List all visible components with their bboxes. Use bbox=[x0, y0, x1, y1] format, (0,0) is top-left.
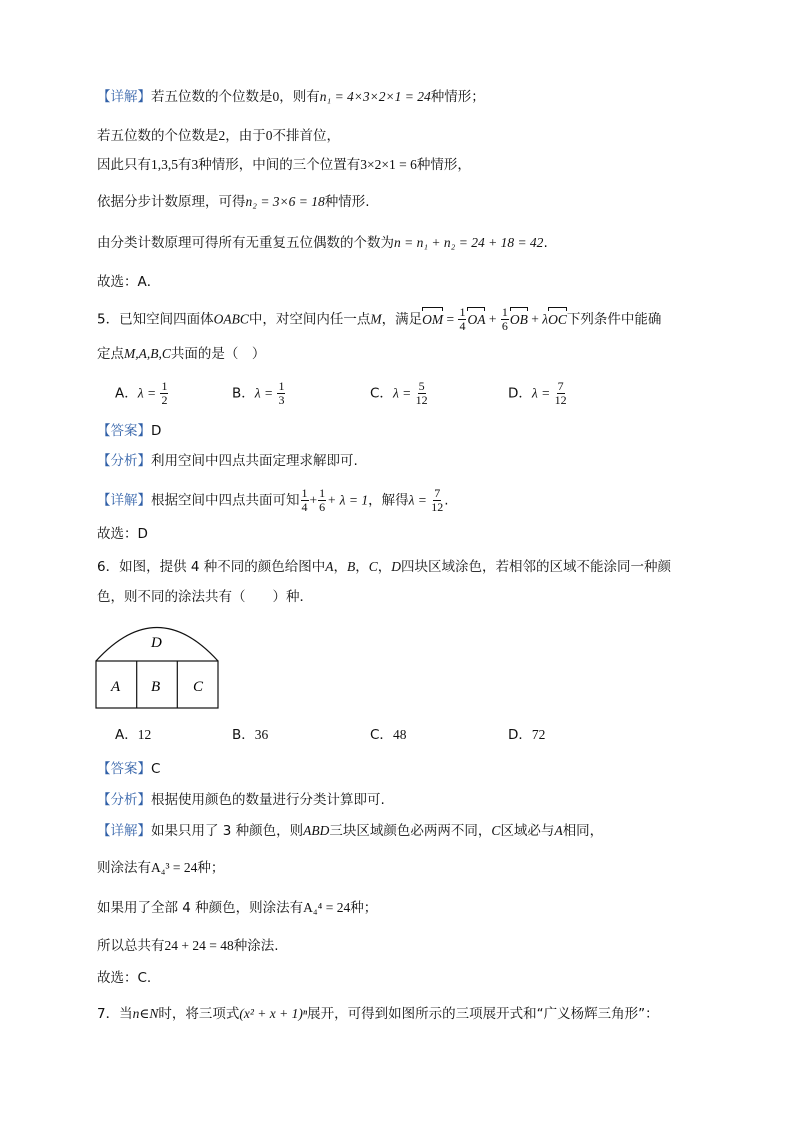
fraction: $\frac{7}{12}$ bbox=[431, 486, 444, 514]
q5-detail: 【详解】根据空间中四点共面可知 $\frac{1}{4}$ + $\frac{1}{6}$ + λ = 1，解得λ = $\frac{7}{12}$ . bbox=[97, 486, 449, 514]
fraction: $\frac{1}{6}$ bbox=[319, 486, 326, 514]
fraction: $\frac{1}{6}$ bbox=[501, 305, 508, 333]
fraction: $\frac{1}{4}$ bbox=[459, 305, 466, 333]
q6-detail-line-4: 所以总共有24 + 24 = 48种涂法. bbox=[97, 938, 279, 954]
q6-option-d: D．72 bbox=[508, 727, 546, 743]
q6-stem-line-2: 色，则不同的涂法共有（ ）种． bbox=[97, 589, 313, 605]
math-expression: (x² + x + 1)ⁿ bbox=[239, 1006, 308, 1021]
detail-tag: 【详解】 bbox=[97, 492, 151, 509]
q4-detail-line-2: 若五位数的个位数是2，由于0不排首位， bbox=[97, 128, 340, 144]
region-figure bbox=[94, 612, 222, 712]
answer-tag: 【答案】 bbox=[97, 761, 151, 777]
q5-option-c: C．λ = $\frac{5}{12}$ bbox=[370, 379, 428, 407]
detail-tag: 【详解】 bbox=[97, 89, 151, 105]
q6-analysis: 【分析】根据使用颜色的数量进行分类计算即可. bbox=[97, 792, 385, 808]
q4-detail-line-3: 因此只有1,3,5有3种情形，中间的三个位置有3×2×1 = 6种情形， bbox=[97, 157, 471, 173]
q6-option-c: C．48 bbox=[370, 727, 407, 743]
math-expression: n₂ = 3×6 = 18 bbox=[245, 194, 325, 209]
q6-detail-line-2: 则涂法有A₄³ = 24种； bbox=[97, 860, 225, 876]
q5-answer: 【答案】D bbox=[97, 423, 162, 439]
fraction: $\frac{1}{2}$ bbox=[161, 379, 168, 407]
q5-answer-choice: 故选：D bbox=[97, 526, 148, 542]
analysis-tag: 【分析】 bbox=[97, 792, 151, 808]
vector-om: OM bbox=[422, 310, 443, 330]
q6-answer: 【答案】C bbox=[97, 761, 161, 777]
q6-detail-line-1: 【详解】如果只用了 3 种颜色，则ABD三块区域颜色必两两不同，C区域必与A相同， bbox=[97, 823, 604, 839]
analysis-tag: 【分析】 bbox=[97, 453, 151, 469]
region-label-d: D bbox=[151, 635, 162, 651]
q6-option-a: A．12 bbox=[115, 727, 152, 743]
q4-detail-line-4: 依据分步计数原理，可得n₂ = 3×6 = 18种情形. bbox=[97, 194, 370, 210]
q6-detail-line-3: 如果用了全部 4 种颜色，则涂法有A₄⁴ = 24种； bbox=[97, 900, 378, 916]
detail-tag: 【详解】 bbox=[97, 823, 151, 839]
fraction: $\frac{7}{12}$ bbox=[554, 379, 567, 407]
vector-oc: OC bbox=[548, 310, 567, 330]
vector-oa: OA bbox=[467, 310, 485, 330]
answer-tag: 【答案】 bbox=[97, 423, 151, 439]
math-expression: n = n₁ + n₂ = 24 + 18 = 42 bbox=[394, 235, 544, 250]
region-label-c: C bbox=[193, 679, 204, 695]
q4-detail-line-5: 由分类计数原理可得所有无重复五位偶数的个数为n = n₁ + n₂ = 24 + 18 = 42. bbox=[97, 235, 548, 251]
math-expression: 24 + 24 = 48 bbox=[164, 938, 234, 953]
q5-stem-line-2: 定点M,A,B,C共面的是（ ） bbox=[97, 346, 266, 362]
q6-option-b: B．36 bbox=[232, 727, 269, 743]
region-label-b: B bbox=[151, 679, 161, 695]
math-expression: A₄³ = 24 bbox=[151, 860, 198, 875]
vector-ob: OB bbox=[510, 310, 528, 330]
q5-option-b: B．λ = $\frac{1}{3}$ bbox=[232, 379, 285, 407]
region-label-a: A bbox=[111, 679, 121, 695]
fraction: $\frac{1}{4}$ bbox=[301, 486, 308, 514]
q6-answer-choice: 故选：C. bbox=[97, 970, 152, 986]
q5-stem-line-1: 5．已知空间四面体OABC中，对空间内任一点M，满足OM = $\frac{1}{4}$ OA + $\frac{1}{6}$ OB + λOC下列条件中能确 bbox=[97, 305, 662, 333]
q5-option-a: A．λ = $\frac{1}{2}$ bbox=[115, 379, 168, 407]
math-expression: 3×2×1 = 6 bbox=[360, 157, 417, 172]
fraction: $\frac{1}{3}$ bbox=[278, 379, 285, 407]
q5-option-d: D．λ = $\frac{7}{12}$ bbox=[508, 379, 567, 407]
q5-analysis: 【分析】利用空间中四点共面定理求解即可. bbox=[97, 453, 358, 469]
q6-stem-line-1: 6．如图，提供 4 种不同的颜色给图中A，B，C，D四块区域涂色，若相邻的区域不能涂同一种颜 bbox=[97, 559, 672, 575]
math-expression: n₁ = 4×3×2×1 = 24 bbox=[319, 89, 431, 104]
math-expression: A₄⁴ = 24 bbox=[303, 900, 351, 915]
q7-stem: 7．当n∈N时，将三项式(x² + x + 1)ⁿ展开，可得到如图所示的三项展开式和“广义杨辉三角形”： bbox=[97, 1006, 659, 1022]
q4-answer-choice: 故选：A． bbox=[97, 274, 161, 290]
fraction: $\frac{5}{12}$ bbox=[415, 379, 428, 407]
q4-detail-line-1: 【详解】若五位数的个位数是0，则有n₁ = 4×3×2×1 = 24种情形； bbox=[97, 89, 485, 105]
